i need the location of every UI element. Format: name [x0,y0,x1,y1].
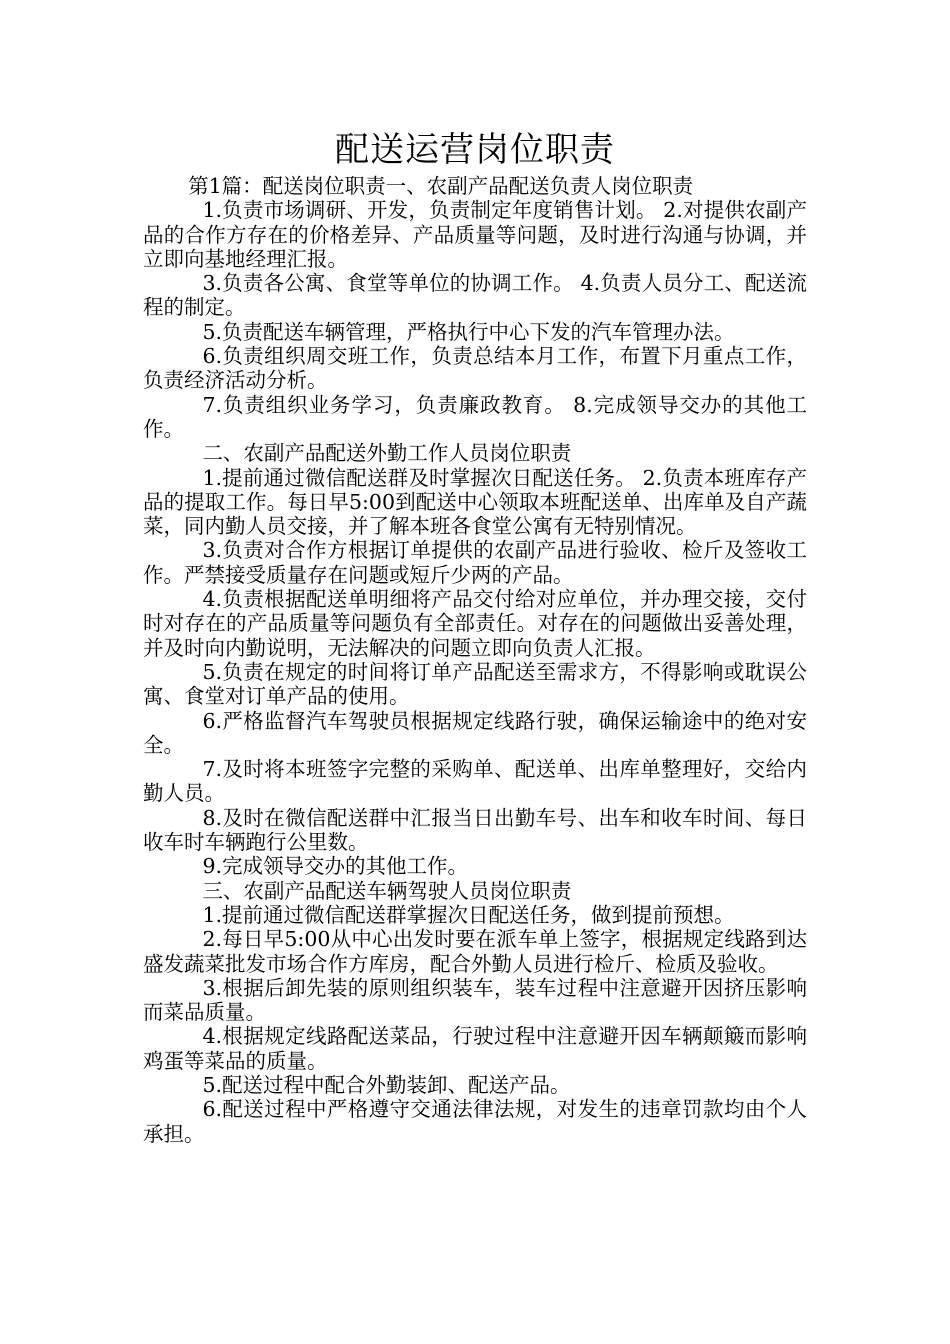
document-title: 配送运营岗位职责 [335,130,615,170]
paragraph: 6.严格监督汽车驾驶员根据规定线路行驶，确保运输途中的绝对安全。 [143,708,807,757]
paragraph-section-3-heading: 三、农副产品配送车辆驾驶人员岗位职责 [202,878,572,903]
paragraph-section-2-heading: 二、农副产品配送外勤工作人员岗位职责 [202,441,572,466]
paragraph: 5.负责配送车辆管理，严格执行中心下发的汽车管理办法。 [202,319,735,344]
paragraph: 6.负责组织周交班工作，负责总结本月工作，布置下月重点工作，负责经济活动分析。 [143,344,807,393]
paragraph-section-1-heading: 第1篇：配送岗位职责一、农副产品配送负责人岗位职责 [188,174,694,198]
paragraph: 5.负责在规定的时间将订单产品配送至需求方，不得影响或耽误公寓、食堂对订单产品的使用。 [143,659,807,709]
paragraph: 3.负责对合作方根据订单提供的农副产品进行验收、检斤及签收工作。严禁接受质量存在问题或短斤少两的产品。 [143,538,807,587]
paragraph: 7.及时将本班签字完整的采购单、配送单、出库单整理好，交给内勤人员。 [143,757,807,806]
paragraph: 1.提前通过微信配送群掌握次日配送任务，做到提前预想。 [202,902,735,927]
paragraph: 1.提前通过微信配送群及时掌握次日配送任务。 2.负责本班库存产品的提取工作。每日早5:00到配送中心领取本班配送单、出库单及自产蔬菜，同内勤人员交接，并了解本班各食堂公寓有无特别情况。 [143,465,807,539]
paragraph: 9.完成领导交办的其他工作。 [202,854,468,879]
paragraph: 8.及时在微信配送群中汇报当日出勤车号、出车和收车时间、每日收车时车辆跑行公里数。 [143,805,807,855]
paragraph: 7.负责组织业务学习，负责廉政教育。 8.完成领导交办的其他工作。 [143,392,807,441]
paragraph: 4.负责根据配送单明细将产品交付给对应单位，并办理交接，交付时对存在的产品质量等问题负有全部责任。对存在的问题做出妥善处理，并及时向内勤说明，无法解决的问题立即向负责人汇报。 [143,587,807,660]
paragraph: 6.配送过程中严格遵守交通法律法规，对发生的违章罚款均由个人承担。 [143,1097,807,1146]
paragraph: 5.配送过程中配合外勤装卸、配送产品。 [202,1072,571,1097]
paragraph: 3.负责各公寓、食堂等单位的协调工作。 4.负责人员分工、配送流程的制定。 [143,271,807,320]
paragraph: 2.每日早5:00从中心出发时要在派车单上签字，根据规定线路到达盛发蔬菜批发市场合作方库房，配合外勤人员进行检斤、检质及验收。 [143,927,807,976]
document-body [143,174,807,1146]
paragraph: 1.负责市场调研、开发，负责制定年度销售计划。 2.对提供农副产品的合作方存在的价格差异、产品质量等问题，及时进行沟通与协调，并立即向基地经理汇报。 [143,198,807,271]
paragraph: 3.根据后卸先装的原则组织装车，装车过程中注意避开因挤压影响而菜品质量。 [143,975,807,1025]
paragraph: 4.根据规定线路配送菜品，行驶过程中注意避开因车辆颠簸而影响鸡蛋等菜品的质量。 [143,1024,807,1073]
